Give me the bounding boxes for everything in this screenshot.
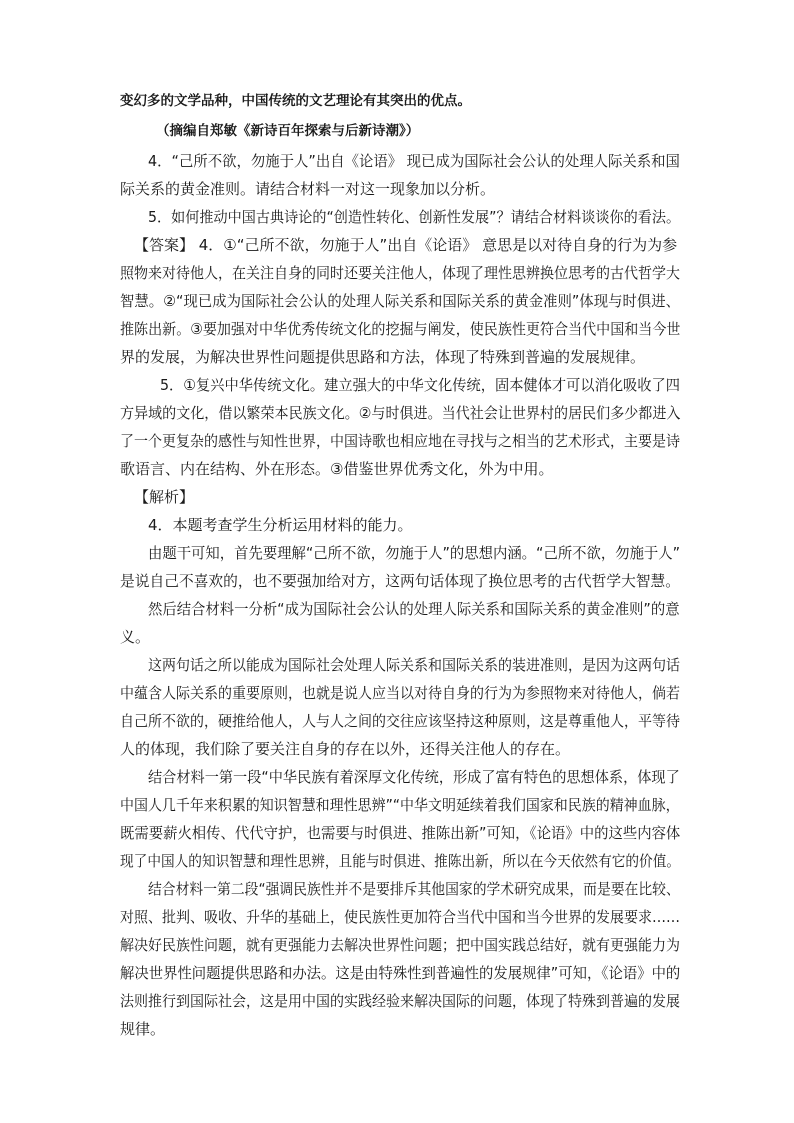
analysis-line: 中蕴含人际关系的重要原则，也就是说人应当以对待自身的行为为参照物来对待他人，倘若 [120, 684, 680, 702]
analysis-line: 人的体现，我们除了要关注自身的存在以外，还得关注他人的存在。 [120, 740, 571, 758]
analysis-line: 解决好民族性问题，就有更强能力去解决世界性问题；把中国实践总结好，就有更强能力为 [120, 936, 680, 954]
analysis-line: 是说自己不喜欢的，也不要强加给对方，这两句话体现了换位思考的古代哲学大智慧。 [120, 572, 681, 590]
answer-line: 歌语言、内在结构、外在形态。③借鉴世界优秀文化，外为中用。 [120, 460, 554, 478]
analysis-line: 现了中国人的知识智慧和理性思辨，且能与时俱进、推陈出新，所以在今天依然有它的价值。 [120, 852, 681, 870]
question-4-line: 4．“己所不欲，勿施于人”出自《论语》 现已成为国际社会公认的处理人际关系和国 [148, 152, 680, 170]
answer-line: 智慧。②“现已成为国际社会公认的处理人际关系和国际关系的黄金准则”体现与时俱进、 [120, 292, 680, 310]
analysis-line: 这两句话之所以能成为国际社会处理人际关系和国际关系的装进准则，是因为这两句话 [148, 656, 680, 674]
analysis-line: 法则推行到国际社会，这是用中国的实践经验来解决国际的问题，体现了特殊到普遍的发展 [120, 992, 680, 1010]
analysis-line: 规律。 [120, 1020, 166, 1038]
analysis-line: 中国人几千年来积累的知识智慧和理性思辨”“中华文明延续着我们国家和民族的精神血脉， [120, 796, 680, 814]
analysis-line: 结合材料一第一段“中华民族有着深厚文化传统，形成了富有特色的思想体系，体现了 [148, 768, 680, 786]
answer-line: 照物来对待他人，在关注自身的同时还要关注他人，体现了理性思辨换位思考的古代哲学大 [120, 264, 680, 282]
answer-line: 推陈出新。③要加强对中华优秀传统文化的挖掘与阐发，使民族性更符合当代中国和当今世 [120, 320, 681, 338]
analysis-line: 义。 [120, 628, 151, 646]
analysis-line: 自己所不欲的，硬推给他人，人与人之间的交往应该坚持这种原则，这是尊重他人，平等待 [120, 712, 680, 730]
analysis-line: 对照、批判、吸收、升华的基础上，使民族性更加符合当代中国和当今世界的发展要求…… [120, 908, 680, 926]
question-5: 5．如何推动中国古典诗论的“创造性转化、创新性发展”？请结合材料谈谈你的看法。 [148, 208, 681, 226]
source-citation: （摘编自郑敏《新诗百年探索与后新诗潮》） [156, 123, 420, 139]
answer-line: 方异域的文化，借以繁荣本民族文化。②与时俱进。当代社会让世界村的居民们多少都进入 [120, 404, 681, 422]
answer-line: 5．①复兴中华传统文化。建立强大的中华文化传统，固本健体才可以消化吸收了四 [160, 376, 680, 394]
analysis-line: 4．本题考查学生分析运用材料的能力。 [148, 516, 413, 534]
analysis-line: 既需要薪火相传、代代守护，也需要与时俱进、推陈出新”可知，《论语》中的这些内容体 [120, 824, 681, 842]
answer-line: 了一个更复杂的感性与知性世界，中国诗歌也相应地在寻找与之相当的艺术形式，主要是诗 [120, 432, 680, 450]
analysis-line: 由题干可知，首先要理解“己所不欲，勿施于人”的思想内涵。“己所不欲，勿施于人” [148, 544, 681, 562]
analysis-line: 然后结合材料一分析“成为国际社会公认的处理人际关系和国际关系的黄金准则”的意 [148, 600, 680, 618]
analysis-line: 结合材料一第二段“强调民族性并不是要排斥其他国家的学术研究成果，而是要在比较、 [148, 880, 680, 898]
answer-line: 【答案】 4．①“己所不欲，勿施于人”出自《论语》 意思是以对待自身的行为为参 [134, 236, 678, 254]
question-4-line: 际关系的黄金准则。请结合材料一对这一现象加以分析。 [120, 180, 496, 198]
analysis-line: 解决世界性问题提供思路和办法。这是由特殊性到普遍性的发展规律”可知，《论语》中的 [120, 964, 681, 982]
analysis-heading: 【解析】 [134, 488, 195, 506]
intro-text: 变幻多的文学品种，中国传统的文艺理论有其突出的优点。 [120, 93, 471, 109]
answer-line: 界的发展，为解决世界性问题提供思路和方法，体现了特殊到普遍的发展规律。 [120, 348, 646, 366]
